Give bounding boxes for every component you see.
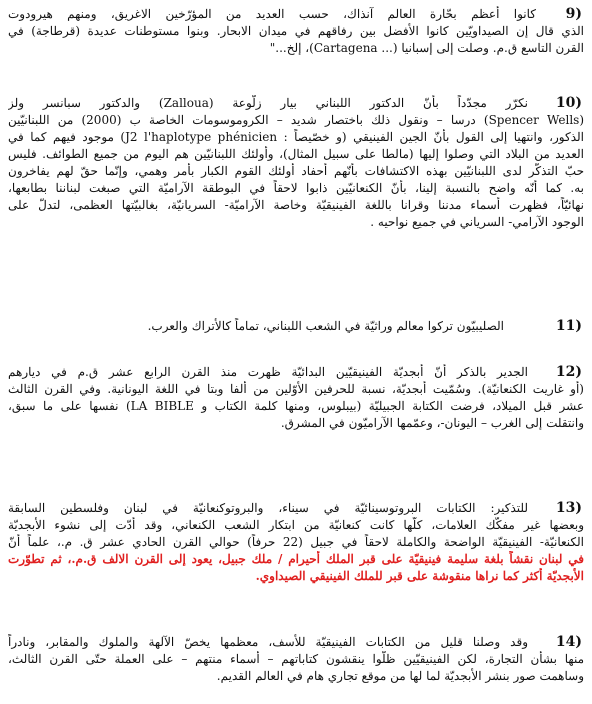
paragraph-11-line-1: الصليبيّون تركوا معالم وراثيّة في الشعب اللبناني، تماماً كالأتراك والعرب. bbox=[147, 319, 504, 333]
paragraph-14 bbox=[8, 634, 584, 685]
paragraph-14-line-2: منها بشأن التجارة، لكن الفينيقيّين ظلّوا ينقشون كتاباتهم – أسماء منتهم – على العملة حتّى القرن الثالث، bbox=[8, 652, 584, 666]
paragraph-number-10: 10) bbox=[555, 95, 582, 111]
paragraph-12-line-1: الجدير بالذكر أنّ أبجديّة الفينيقيّين البدائيّة ظهرت منذ القرن الرابع عشر ق.م في ديارهم bbox=[8, 365, 528, 379]
paragraph-12 bbox=[8, 364, 584, 432]
paragraph-13-line-3: الكنعانيّة- الفينيقيّة الواضحة والكاملة لاحقاً في جبيل (22 حرفاً) حوالي القرن الحادي عشر ق. م.، علماً أنّ bbox=[8, 535, 584, 549]
paragraph-10-line-6: به. كما أنّه واضح بالنسبة إلينا، بأنّ الكنعانيّين ذابوا لاحقاً في البوطقة الآراميّة التي صبغت لبناننا بطابعها، bbox=[8, 181, 584, 195]
paragraph-9 bbox=[8, 6, 584, 57]
paragraph-13-line-1: للتذكير: الكتابات البروتوسينائيّة في سيناء، والبروتوكنعانيّة في لبنان وفلسطين السابقة bbox=[8, 501, 528, 515]
paragraph-10-line-8: الوجود الآرامي- السرياني في جميع نواحيه . bbox=[370, 215, 584, 229]
paragraph-14-line-1: وقد وصلنا قليل من الكتابات الفينيقيّة للأسف، معظمها يخصّ الآلهة والملوك والمقابر، ونادراً bbox=[8, 635, 528, 649]
paragraph-10 bbox=[8, 95, 584, 231]
paragraph-12-line-4: وانتقلت إلى الغرب – اليونان-، وعمّمها الآراميّون في المشرق. bbox=[280, 416, 584, 430]
paragraph-number-14: 14) bbox=[555, 634, 582, 650]
paragraph-number-11: 11) bbox=[555, 318, 582, 334]
paragraph-number-12: 12) bbox=[555, 364, 582, 380]
paragraph-10-line-3: الذكور، وانتهيا إلى القول بأنّ الجين الفينيقي (و خصّيصاً : J2 l'haplotype phénicien) موجود فيهم كما في bbox=[8, 130, 584, 144]
paragraph-9-line-1: كانوا أعظم بحّارة العالم آنذاك، حسب العديد من المؤرّخين الاغريق، ومنهم هيرودوت bbox=[8, 7, 536, 21]
paragraph-12-line-3: عشر قبل الميلاد، فرضت الكتابة الجبيليّة (بيبلوس، ومنها كلمة الكتاب و LA BIBLE) نفسها على ما سبق، bbox=[8, 399, 584, 413]
paragraph-10-line-7: نهائيّاً، فظهرت أسماء مدننا وقرانا باللغة الفينيقيّة وخاصة الآراميّة- السريانيّة، بغالبيّتها العظمى، لتدلّ على bbox=[8, 198, 584, 212]
paragraph-number-9: 9) bbox=[565, 6, 582, 22]
paragraph-9-line-3: القرن التاسع ق.م. وصلت إلى إسبانيا (... Cartagena)، إلخ..." bbox=[269, 41, 584, 55]
paragraph-13-line-4-highlighted: في لبنان نقشاً بلغة سليمة فينيقيّة على قبر الملك أحيرام / ملك جبيل، يعود إلى القرن الالف ق.م.، ثم تطوّرت bbox=[8, 552, 584, 566]
paragraph-14-line-3: وساهمت صور بنشر الأبجديّة لما لها من موقع تجاري هام في العالم القديم. bbox=[216, 669, 584, 683]
paragraph-13-line-5-highlighted: الأبجديّة أكثر كما نراها منقوشة على قبر للملك الفينيقي الصيداوي. bbox=[255, 569, 584, 583]
paragraph-13 bbox=[8, 500, 584, 585]
paragraph-number-13: 13) bbox=[555, 500, 582, 516]
paragraph-10-line-4: العديد من البلاد التي وصلوا إليها (مالطا على سبيل المثال)، وأولئك اللبنانيّين هم اليوم من جميع الطوائف. فليس bbox=[8, 147, 584, 161]
paragraph-13-line-2: وبعضها غير مفكّك العلامات، كلّها كانت كنعانيّة من ابتكار الشعب الكنعاني، وقد أدّت إلى نشوء الأبجديّة bbox=[8, 518, 584, 532]
paragraph-12-line-2: (أو غاريت الكنعانيّة). وسُمّيت أبجديّة، نسبة للحرفين الأوّلين من ألفا وبتا في اللغة اليونانية. وفي القرن الثالث bbox=[8, 382, 584, 396]
paragraph-11 bbox=[8, 318, 584, 335]
paragraph-10-line-2: (Spencer Wells) درسا – ونقول ذلك باختصار شديد – الكروموسومات الخاصة ب (2000) من اللبنانيّين bbox=[8, 113, 584, 127]
paragraph-10-line-1: نكرّر مجدّداً بأنّ الدكتور اللبناني بيار زلّوعة (Zalloua) والدكتور سبانسر ولز bbox=[8, 96, 528, 110]
paragraph-10-line-5: حبّ التذكّر لدى اللبنانيّين بهذه الاكتشافات بأنّهم أحفاد أولئك القوم الكبار بأمر وهمي، وإنّما حقّ لهم يفاخرون bbox=[8, 164, 584, 178]
paragraph-9-line-2: الذي قال إن الصيداويّين كانوا الأفضل بين رفاقهم في ميدان الابحار. وبنوا مستوطنات عديدة (قرطاجة) في bbox=[8, 24, 584, 38]
